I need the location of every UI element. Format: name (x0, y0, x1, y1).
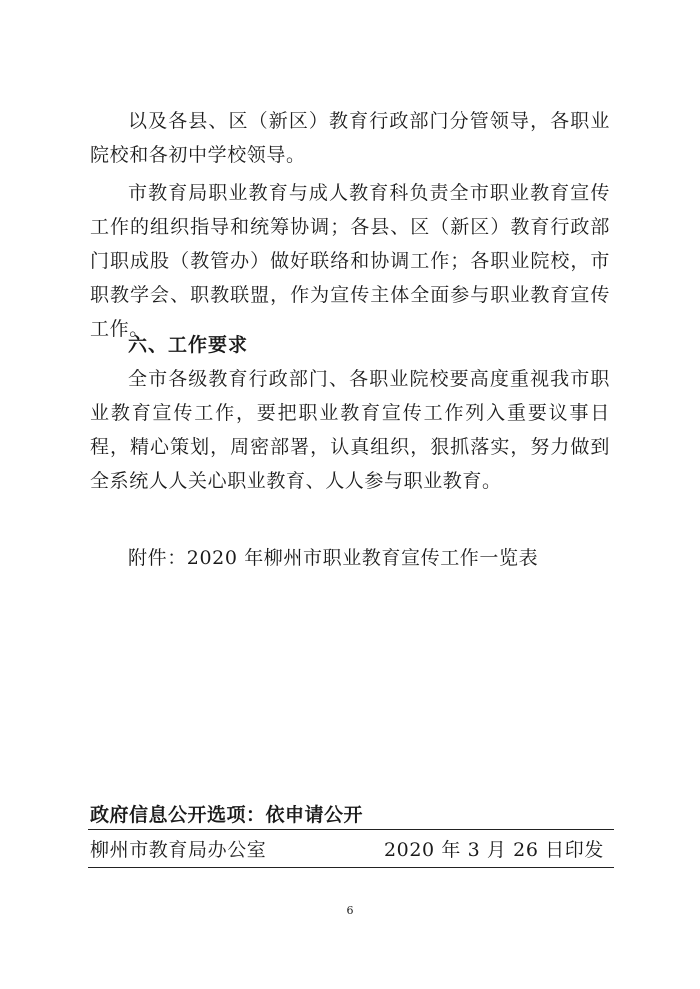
body-paragraph-2: 市教育局职业教育与成人教育科负责全市职业教育宣传工作的组织指导和统筹协调；各县、区（新区）教育行政部门职成股（教管办）做好联络和协调工作；各职业院校，市职教学会、职教联盟，作为宣传主体全面参与职业教育宣传工作。 (90, 182, 610, 340)
body-paragraph-1: 以及各县、区（新区）教育行政部门分管领导，各职业院校和各初中学校领导。 (90, 110, 610, 166)
page-number: 6 (346, 904, 354, 917)
body-paragraph-3: 全市各级教育行政部门、各职业院校要高度重视我市职业教育宣传工作，要把职业教育宣传工作列入重要议事日程，精心策划，周密部署，认真组织，狠抓落实，努力做到全系统人人关心职业教育、人人参与职业教育。 (90, 368, 610, 492)
attachment-line: 附件：2020 年柳州市职业教育宣传工作一览表 (128, 547, 539, 569)
section-heading: 六、工作要求 (128, 334, 249, 356)
issue-date: 2020 年 3 月 26 日印发 (383, 839, 604, 861)
disclosure-option: 政府信息公开选项：依申请公开 (90, 804, 364, 826)
footer-rule-bottom (88, 867, 614, 868)
issuer-name: 柳州市教育局办公室 (90, 839, 267, 861)
footer-rule-top (88, 829, 614, 830)
